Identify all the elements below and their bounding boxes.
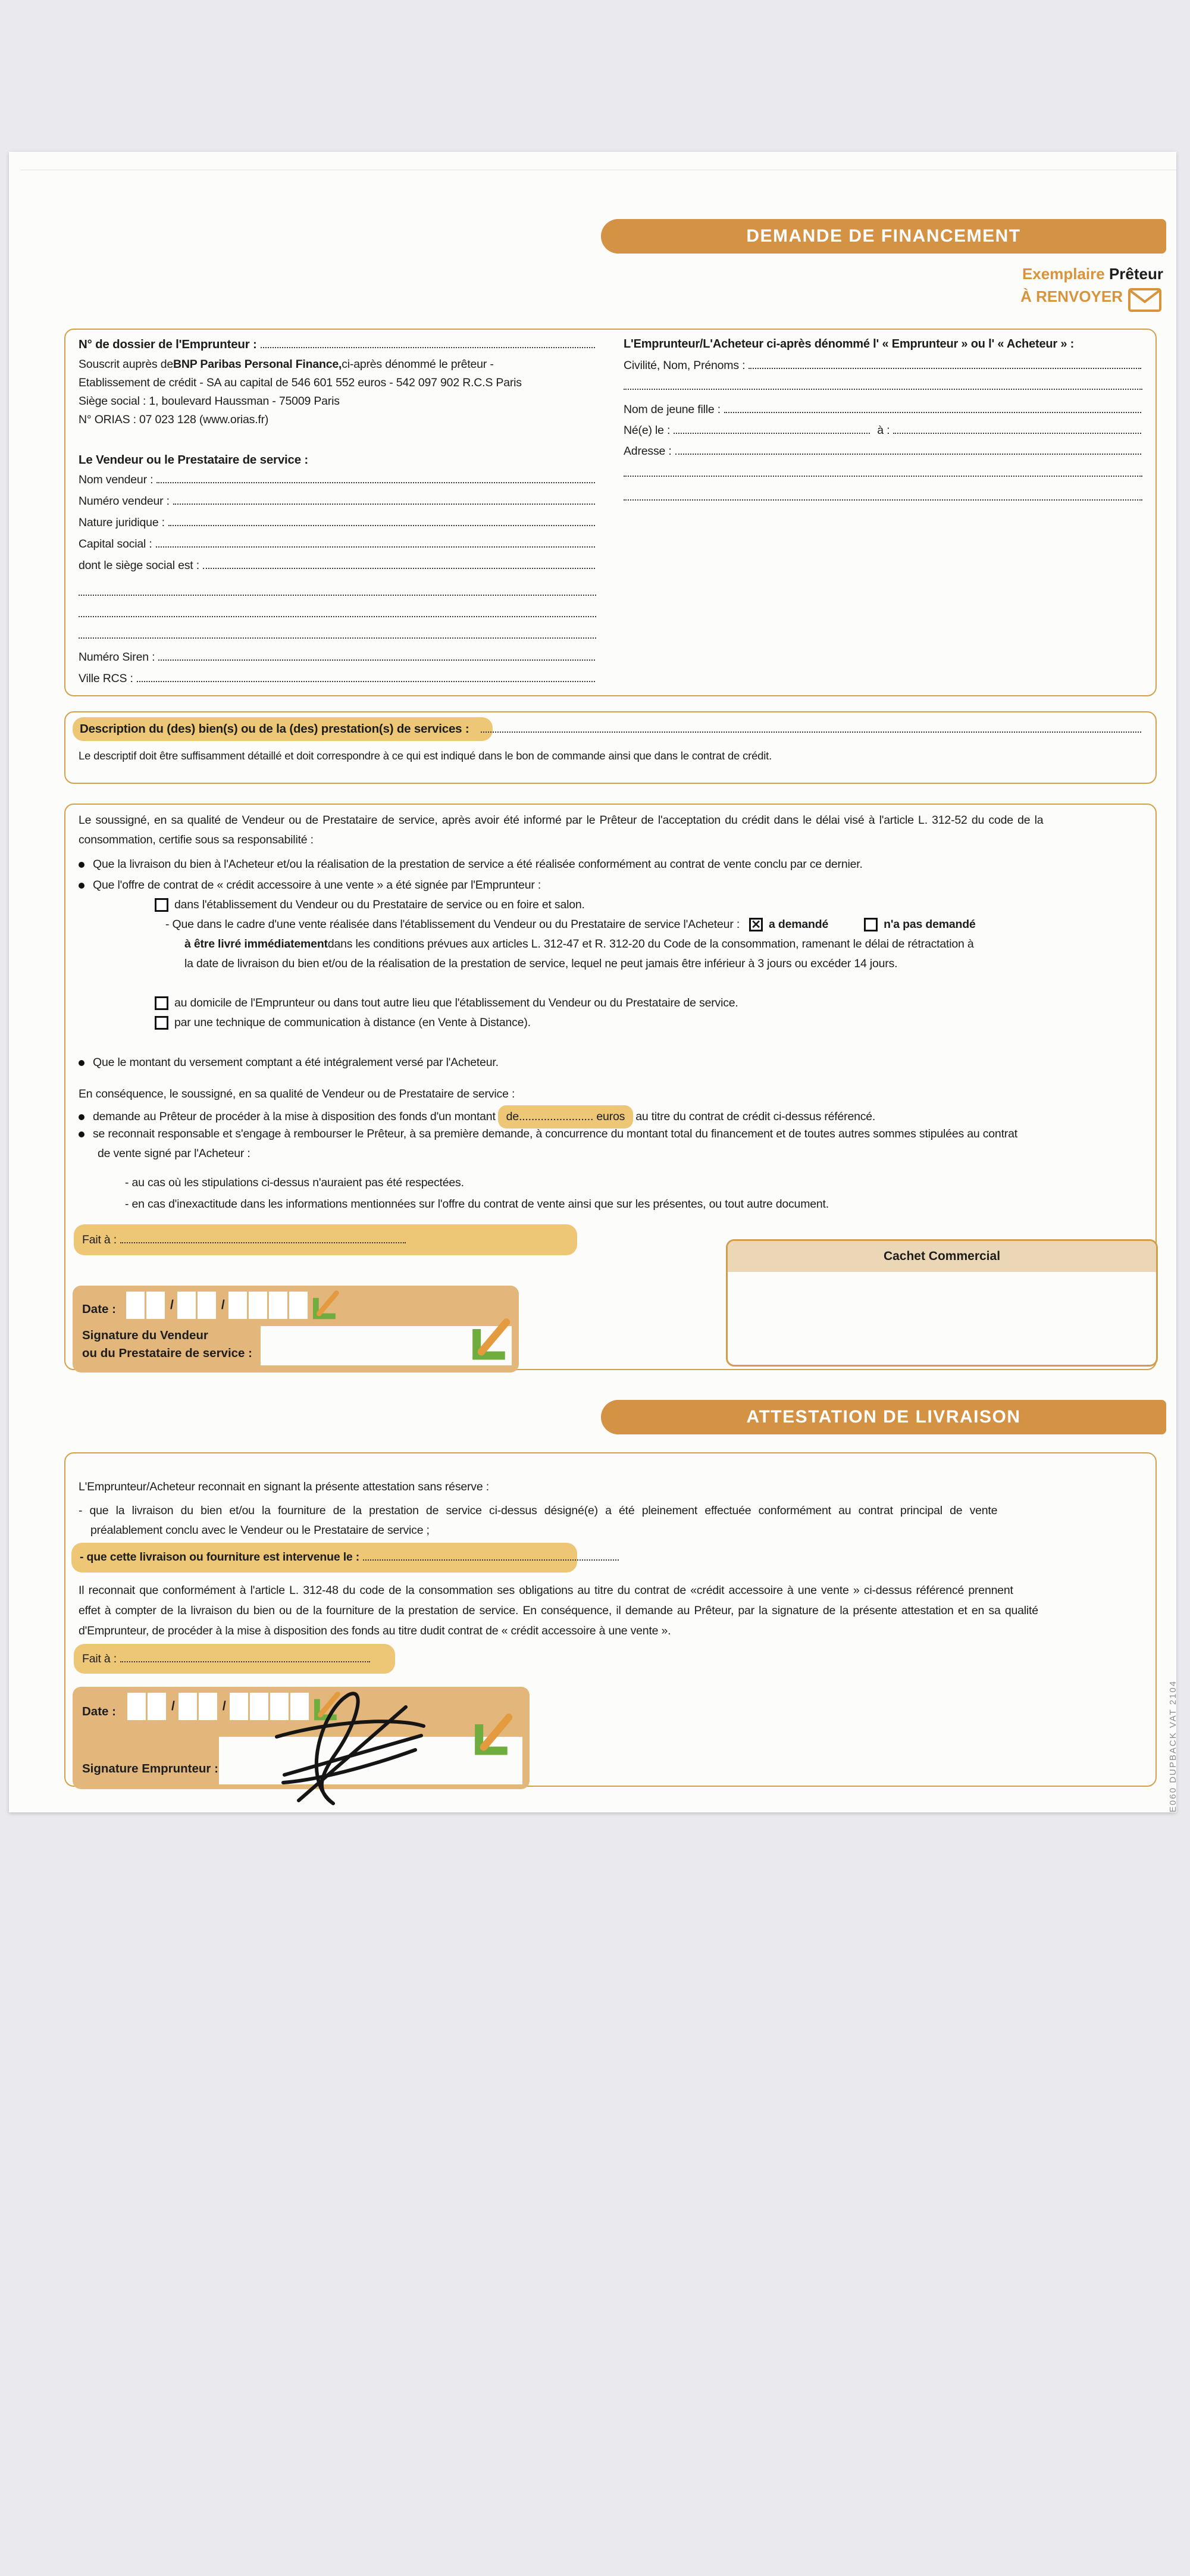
- att-para-1-text: Il reconnait que conformément à l'article L. 312-48 du code de la consommation ses obligations au titre du contrat de «crédit accessoire à une vente » ci-dessus référencé prennent: [79, 1584, 1013, 1597]
- livraison-date-field[interactable]: [363, 1551, 619, 1561]
- adresse-field-cont[interactable]: [624, 499, 1142, 501]
- souscrit-pre: Souscrit auprès de: [79, 358, 173, 371]
- description-note-line: [79, 749, 1142, 762]
- capital-social-label: Capital social :: [79, 537, 152, 551]
- description-note: Le descriptif doit être suffisamment détaillé et doit correspondre à ce qui est indiqué dans le bon de commande ainsi que dans le contrat de crédit.: [79, 749, 772, 762]
- na-pas-demande-label: n'a pas demandé: [884, 918, 976, 931]
- vendor-field-row: [79, 516, 596, 530]
- description-highlight: [73, 717, 493, 741]
- jeune-fille-row: [624, 403, 1142, 417]
- att-para-1: [79, 1584, 1142, 1598]
- date-month-cell[interactable]: [198, 1292, 216, 1319]
- jeune-fille-label: Nom de jeune fille :: [624, 403, 721, 416]
- demande-post-text: au titre du contrat de crédit ci-dessus référencé.: [635, 1110, 876, 1123]
- checkbox-etablissement-label: dans l'établissement du Vendeur ou du Prestataire de service ou en foire et salon.: [174, 898, 585, 911]
- checkbox-domicile-label: au domicile de l'Emprunteur ou dans tout autre lieu que l'établissement du Vendeur ou du Prestataire de service.: [174, 996, 738, 1009]
- nom-vendeur-label: Nom vendeur :: [79, 473, 154, 486]
- borrower-signature-label: Signature Emprunteur :: [82, 1762, 218, 1775]
- date-year-cell[interactable]: [269, 1292, 287, 1319]
- date-year-cell[interactable]: [230, 1693, 248, 1720]
- siege-social-field[interactable]: [203, 559, 595, 569]
- date-day-cell[interactable]: [148, 1693, 166, 1720]
- cert-bullet-rembourse: [79, 1127, 1142, 1141]
- bullet-montant-text: Que le montant du versement comptant a été intégralement versé par l'Acheteur.: [93, 1056, 499, 1069]
- siren-row: [79, 651, 596, 664]
- souscrit-bold: BNP Paribas Personal Finance,: [173, 358, 342, 371]
- borrower-title: L'Emprunteur/L'Acheteur ci-après dénommé l' « Emprunteur » ou l' « Acheteur » :: [624, 337, 1075, 351]
- bullet-icon: [79, 1114, 84, 1120]
- rcs-field[interactable]: [137, 673, 595, 682]
- adresse-row: [624, 445, 1142, 458]
- nom-vendeur-field[interactable]: [156, 474, 595, 483]
- jeune-fille-field[interactable]: [724, 404, 1141, 413]
- ne-a-field[interactable]: [893, 424, 1141, 434]
- date-year-cell[interactable]: [249, 1292, 267, 1319]
- section-title-attestation: ATTESTATION DE LIVRAISON: [746, 1407, 1021, 1427]
- date-year-cell[interactable]: [228, 1292, 247, 1319]
- att-line-2-label: - que cette livraison ou fourniture est intervenue le :: [80, 1550, 360, 1564]
- envelope-icon: [1128, 287, 1162, 312]
- siege-social-field-cont[interactable]: [79, 616, 596, 617]
- vendor-field-row: [79, 537, 596, 551]
- cert-bullet-offre: [79, 879, 1142, 892]
- date-month-cell[interactable]: [178, 1693, 197, 1720]
- description-row: [79, 717, 1142, 741]
- renvoyer-label: À RENVOYER: [1020, 287, 1123, 305]
- att-fait-a-row: [82, 1652, 1142, 1666]
- fait-a-label: Fait à :: [82, 1233, 117, 1246]
- livre-line2-text: la date de livraison du bien et/ou de la réalisation de la prestation de service, lequel ne peut jamais être inférieur à 3 jours ou excéder 14 jours.: [184, 957, 898, 970]
- vente-line-text: - Que dans le cadre d'une vente réalisée dans l'établissement du Vendeur ou du Prestataire de service l'Acheteur :: [165, 918, 740, 931]
- bullet-offre-text: Que l'offre de contrat de « crédit accessoire à une vente » a été signée par l'Emprunteur :: [93, 879, 541, 892]
- exemplaire-value: Prêteur: [1108, 265, 1163, 283]
- bullet-icon: [79, 1131, 84, 1137]
- cert-intro-2: [79, 833, 1142, 847]
- date-year-cell[interactable]: [289, 1292, 308, 1319]
- cert-checkbox-distance-row: [155, 1016, 1142, 1030]
- checkbox-distance[interactable]: [155, 1016, 168, 1030]
- identification-box: [64, 329, 1157, 696]
- adresse-field-cont[interactable]: [624, 476, 1142, 477]
- exemplaire-line: [1022, 265, 1163, 283]
- date-separator: /: [170, 1298, 174, 1312]
- checkbox-x-mark: ✕: [751, 918, 761, 931]
- cert-checkbox-etablissement-row: [155, 898, 1142, 912]
- renvoyer-line: [1020, 287, 1123, 306]
- cert-cas-2: [125, 1198, 1142, 1211]
- attestation-box: [64, 1452, 1157, 1787]
- siege-social-field-cont[interactable]: [79, 595, 596, 596]
- cert-fait-a-row: [82, 1233, 1142, 1247]
- livre-rest-text: dans les conditions prévues aux articles L. 312-47 et R. 312-20 du Code de la consommation, ramenant le délai de rétractation à: [327, 937, 974, 951]
- montant-field-highlight[interactable]: [498, 1105, 634, 1128]
- att-line-1b-text: préalablement conclu avec le Vendeur ou le Prestataire de service ;: [90, 1524, 430, 1537]
- montant-field[interactable]: de........................ euros: [506, 1110, 625, 1123]
- att-line-1a-text: - que la livraison du bien et/ou la fourniture de la prestation de service ci-dessus désigné(e) a été pleinement effectuée conformément au contrat principal de vente: [79, 1504, 998, 1517]
- adresse-field[interactable]: [675, 445, 1141, 455]
- rembourse-2-text: de vente signé par l'Acheteur :: [98, 1147, 250, 1160]
- siren-field[interactable]: [158, 651, 595, 661]
- date-day-cell[interactable]: [127, 1693, 146, 1720]
- dossier-line: [79, 337, 596, 352]
- att-para-3: [79, 1624, 1142, 1638]
- civilite-label: Civilité, Nom, Prénoms :: [624, 359, 746, 372]
- dossier-field[interactable]: [261, 339, 595, 348]
- ne-le-field[interactable]: [674, 424, 870, 434]
- siege-text: Siège social : 1, boulevard Haussman - 75009 Paris: [79, 395, 340, 408]
- demande-pre-text: demande au Prêteur de procéder à la mise à disposition des fonds d'un montant: [93, 1110, 496, 1123]
- siren-label: Numéro Siren :: [79, 651, 155, 664]
- certification-box: [64, 804, 1157, 1370]
- cert-intro-1: [79, 814, 1142, 827]
- naissance-row: [624, 424, 1142, 437]
- cert-intro-2-text: consommation, certifie sous sa responsabilité :: [79, 833, 314, 846]
- att-line-1a: [79, 1504, 1142, 1518]
- orias-text: N° ORIAS : 07 023 128 (www.orias.fr): [79, 413, 269, 426]
- cert-rembourse-2: [98, 1147, 1142, 1161]
- date-day-cell[interactable]: [126, 1292, 145, 1319]
- att-fait-a-label: Fait à :: [82, 1652, 117, 1665]
- cachet-commercial-box[interactable]: [726, 1239, 1158, 1367]
- cert-checkbox-domicile-row: [155, 996, 1142, 1010]
- etablissement-text: Etablissement de crédit - SA au capital de 546 601 552 euros - 542 097 902 R.C.S Paris: [79, 376, 522, 389]
- numero-vendeur-label: Numéro vendeur :: [79, 495, 170, 508]
- etablissement-line: [79, 376, 1142, 390]
- borrower-date-label: Date :: [82, 1705, 116, 1718]
- cert-vente-row: [165, 918, 1142, 931]
- handwritten-signature: [256, 1684, 446, 1809]
- att-line-2: [80, 1550, 1142, 1564]
- pen-sign-here-icon: [309, 1289, 340, 1321]
- rcs-label: Ville RCS :: [79, 672, 133, 685]
- scanned-form-page: [9, 152, 1176, 1812]
- date-separator: /: [222, 1699, 226, 1713]
- date-month-cell[interactable]: [199, 1693, 217, 1720]
- consequence-text: En conséquence, le soussigné, en sa qualité de Vendeur ou de Prestataire de service :: [79, 1087, 515, 1101]
- adresse-label: Adresse :: [624, 445, 672, 458]
- description-box: [64, 711, 1157, 784]
- vendor-signature-label-1: Signature du Vendeur: [82, 1328, 208, 1342]
- cert-intro-1-text: Le soussigné, en sa qualité de Vendeur ou de Prestataire de service, après avoir été informé par le Prêteur de l'acceptation du crédit dans le délai visé à l'article L. 312-52 du code de la: [79, 814, 1044, 827]
- a-demande-label: a demandé: [769, 918, 829, 931]
- cert-cas-1: [125, 1176, 1142, 1190]
- date-month-cell[interactable]: [177, 1292, 196, 1319]
- cas-1-text: - au cas où les stipulations ci-dessus n'auraient pas été respectées.: [125, 1176, 464, 1189]
- dossier-label: N° de dossier de l'Emprunteur :: [79, 337, 257, 351]
- pen-sign-here-icon: [465, 1317, 514, 1363]
- section-title-demande: DEMANDE DE FINANCEMENT: [746, 226, 1021, 246]
- exemplaire-label: Exemplaire: [1022, 265, 1105, 283]
- vendor-field-row: [79, 559, 596, 573]
- checkbox-domicile[interactable]: [155, 996, 168, 1010]
- att-intro: [79, 1480, 1142, 1494]
- vendor-title: Le Vendeur ou le Prestataire de service :: [79, 453, 309, 467]
- vendor-field-row: [79, 473, 596, 487]
- date-separator: /: [221, 1298, 225, 1312]
- vendor-field-row: [79, 495, 596, 508]
- bullet-icon: [79, 883, 84, 889]
- section-bar-attestation: [601, 1400, 1166, 1434]
- ne-a-label: à :: [877, 424, 890, 437]
- pen-sign-here-icon: [468, 1712, 516, 1758]
- fait-a-field[interactable]: [120, 1234, 406, 1243]
- date-separator: /: [171, 1699, 175, 1713]
- section-bar-demande: [601, 219, 1166, 254]
- att-para-3-text: d'Emprunteur, de procéder à la mise à disposition des fonds au titre dudit contrat de « crédit accessoire à une vente ».: [79, 1624, 671, 1637]
- bullet-livraison-text: Que la livraison du bien à l'Acheteur et/ou la réalisation de la prestation de service a été réalisée conformément au contrat de vente conclu par ce dernier.: [93, 858, 863, 871]
- cert-consequence: [79, 1087, 1142, 1101]
- borrower-title-line: [624, 337, 1142, 351]
- cert-bullet-montant: [79, 1056, 1142, 1070]
- checkbox-a-demande[interactable]: [749, 918, 763, 931]
- vendor-date-label: Date :: [82, 1302, 116, 1316]
- print-reference-code: [1168, 1680, 1178, 1812]
- vendor-signature-panel: [73, 1286, 519, 1373]
- description-label: Description du (des) bien(s) ou de la (des) prestation(s) de services :: [80, 722, 469, 736]
- civilite-field[interactable]: [749, 359, 1141, 369]
- siege-social-label: dont le siège social est :: [79, 559, 199, 572]
- cachet-label: Cachet Commercial: [883, 1249, 1001, 1263]
- rembourse-1-text: se reconnait responsable et s'engage à rembourser le Prêteur, à sa première demande, à concurrence du montant total du financement et de toutes autres sommes stipulées au contrat: [93, 1127, 1017, 1140]
- numero-vendeur-field[interactable]: [173, 495, 595, 505]
- ne-le-label: Né(e) le :: [624, 424, 671, 437]
- att-para-2: [79, 1604, 1142, 1618]
- cas-2-text: - en cas d'inexactitude dans les informations mentionnées sur l'offre du contrat de vente ainsi que sur les présentes, ou tout autre document.: [125, 1198, 829, 1211]
- bullet-icon: [79, 862, 84, 868]
- date-day-cell[interactable]: [146, 1292, 165, 1319]
- cert-livre-row2: [184, 957, 1142, 971]
- checkbox-na-pas-demande[interactable]: [864, 918, 878, 931]
- print-reference-text: E060 DUPBACK VAT 2104: [1168, 1680, 1178, 1812]
- souscrit-post: ci-après dénommé le prêteur -: [342, 358, 494, 371]
- cert-bullet-livraison: [79, 858, 1142, 871]
- att-line-1b: [90, 1524, 1142, 1537]
- att-fait-a-field[interactable]: [120, 1653, 370, 1662]
- vendor-signature-label-2: ou du Prestataire de service :: [82, 1346, 252, 1360]
- cert-livre-row: [184, 937, 1142, 951]
- att-para-2-text: effet à compter de la livraison du bien ou de la fourniture de la prestation de service. En conséquence, il demande au Prêteur, par la signature de la présente attestation et en sa qualité: [79, 1604, 1038, 1617]
- nature-juridique-label: Nature juridique :: [79, 516, 165, 529]
- livre-bold-text: à être livré immédiatement: [184, 937, 328, 951]
- bullet-icon: [79, 1060, 84, 1066]
- capital-social-field[interactable]: [156, 538, 595, 548]
- description-field[interactable]: [481, 723, 1141, 733]
- nature-juridique-field[interactable]: [168, 517, 595, 526]
- att-intro-text: L'Emprunteur/Acheteur reconnait en signant la présente attestation sans réserve :: [79, 1480, 489, 1493]
- vendor-date-cells: [126, 1292, 309, 1319]
- cert-bullet-demande: [79, 1105, 1142, 1128]
- checkbox-distance-label: par une technique de communication à distance (en Vente à Distance).: [174, 1016, 531, 1029]
- civilite-row: [624, 359, 1142, 373]
- rcs-row: [79, 672, 596, 686]
- siege-social-field-cont[interactable]: [79, 637, 596, 639]
- checkbox-etablissement[interactable]: [155, 898, 168, 912]
- civilite-field-cont[interactable]: [624, 389, 1142, 390]
